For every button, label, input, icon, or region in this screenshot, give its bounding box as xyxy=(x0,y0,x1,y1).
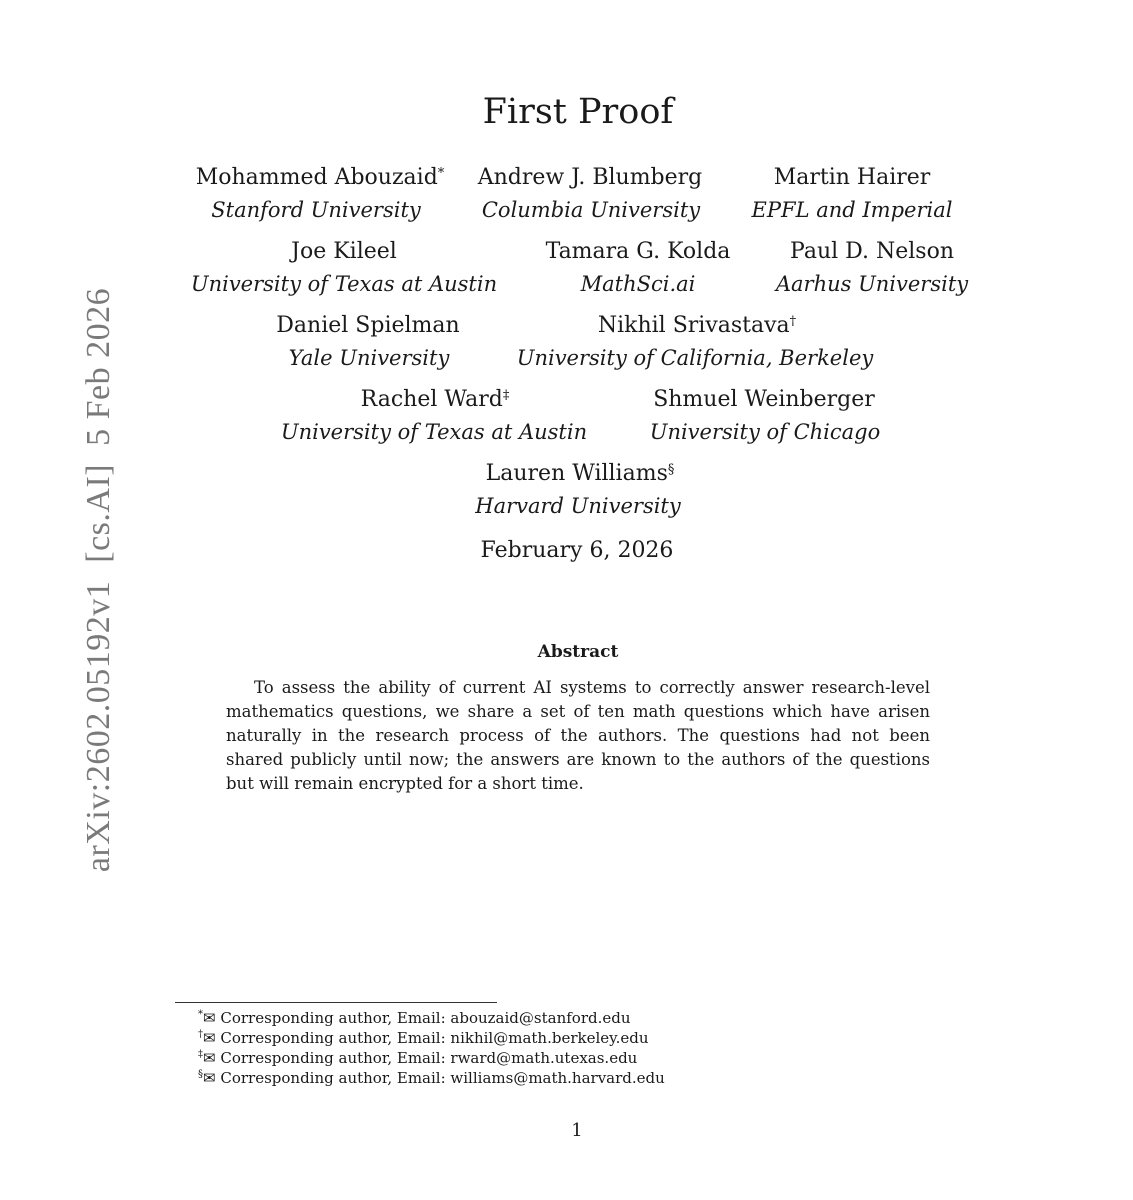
author-name: Rachel Ward‡ xyxy=(360,387,510,412)
page-number: 1 xyxy=(571,1120,583,1141)
author-affiliation: Stanford University xyxy=(211,198,421,222)
author-affiliation: Aarhus University xyxy=(775,272,969,296)
envelope-icon: ✉ xyxy=(203,1069,216,1087)
author-name: Tamara G. Kolda xyxy=(545,239,731,264)
author-affiliation: University of Texas at Austin xyxy=(280,420,588,444)
author-name: Andrew J. Blumberg xyxy=(477,165,703,190)
footnote: §✉ Corresponding author, Email: williams@math.harvard.edu xyxy=(198,1069,665,1087)
paper-title: First Proof xyxy=(482,92,674,132)
author-name: Joe Kileel xyxy=(291,239,397,264)
abstract-text: To assess the ability of current AI systems to correctly answer research-level mathematics questions, we share a set of ten math questions which have arisen naturally in the research process of the authors. The questions had not been shared publicly until now; the answers are known to the authors of the questions but will remain encrypted for a short time. xyxy=(226,678,930,793)
author-affiliation: University of Texas at Austin xyxy=(190,272,498,296)
author-name: Mohammed Abouzaid* xyxy=(195,165,445,190)
envelope-icon: ✉ xyxy=(203,1009,216,1027)
publication-date: February 6, 2026 xyxy=(480,538,674,563)
arxiv-sidebar-stamp: arXiv:2602.05192v1 [cs.AI] 5 Feb 2026 xyxy=(80,287,117,873)
abstract-heading: Abstract xyxy=(537,642,619,662)
author-affiliation: Harvard University xyxy=(475,494,681,518)
author-affiliation: Columbia University xyxy=(481,198,701,222)
author-affiliation: University of Chicago xyxy=(649,420,881,444)
author-affiliation: University of California, Berkeley xyxy=(516,346,874,370)
author-name: Nikhil Srivastava† xyxy=(597,313,797,338)
author-affiliation: MathSci.ai xyxy=(580,272,696,296)
author-name: Shmuel Weinberger xyxy=(653,387,875,412)
author-name: Martin Hairer xyxy=(773,165,931,190)
footnote-rule xyxy=(175,1002,497,1003)
footnote: †✉ Corresponding author, Email: nikhil@math.berkeley.edu xyxy=(198,1029,649,1047)
footnote: ‡✉ Corresponding author, Email: rward@math.utexas.edu xyxy=(198,1049,638,1067)
footnote: *✉ Corresponding author, Email: abouzaid@stanford.edu xyxy=(198,1009,631,1027)
author-name: Daniel Spielman xyxy=(276,313,460,338)
envelope-icon: ✉ xyxy=(203,1029,216,1047)
author-affiliation: EPFL and Imperial xyxy=(751,198,953,222)
author-name: Paul D. Nelson xyxy=(790,239,954,264)
envelope-icon: ✉ xyxy=(203,1049,216,1067)
author-affiliation: Yale University xyxy=(288,346,450,370)
author-name: Lauren Williams§ xyxy=(485,461,675,486)
